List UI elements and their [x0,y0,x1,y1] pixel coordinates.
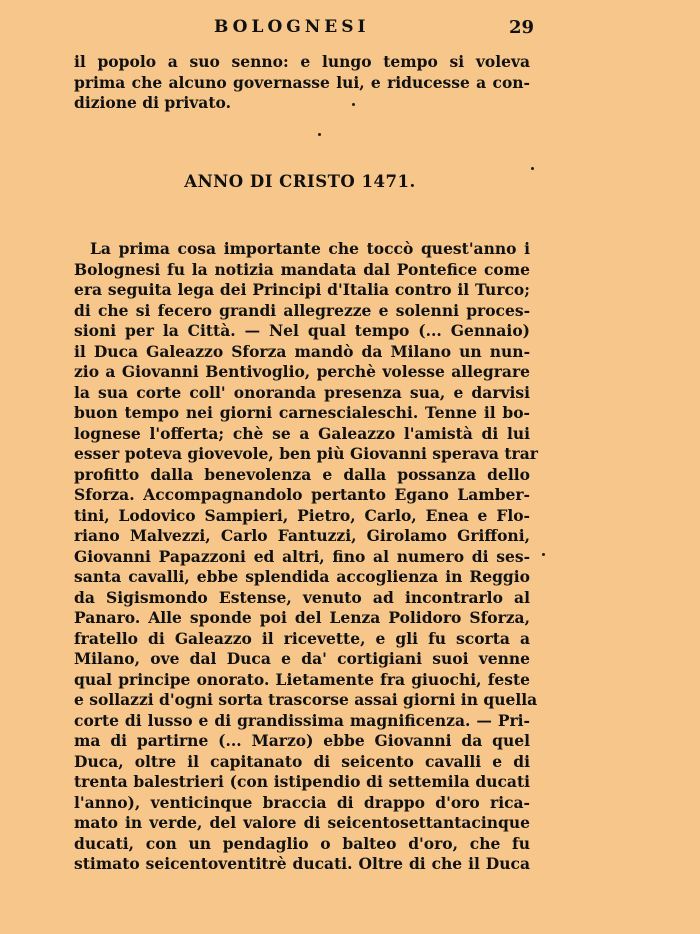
text-line: corte di lusso e di grandissima magnificenza. — Pri- [74,710,530,730]
text-line: di che si fecero grandi allegrezze e solenni proces- [74,300,530,320]
text-line: santa cavalli, ebbe splendida accoglienza in Reggio [74,567,530,586]
main-paragraph [74,239,538,875]
text-line: buon tempo nei giorni carnescialeschi. Tenne il bo- [74,403,530,422]
text-line: ducati, con un pendaglio o balteo d'oro, che fu [74,833,530,853]
text-line: stimato seicentoventitrè ducati. Oltre di che il Duca [74,854,530,873]
text-line: fratello di Galeazzo il ricevette, e gli fu scorta a [74,628,530,648]
text-line: Sforza. Accompagnandolo pertanto Egano Lamber- [74,485,530,504]
text-line: lognese l'offerta; chè se a Galeazzo l'amistà di lui [74,423,530,443]
running-head [72,17,534,41]
text-line: il Duca Galeazzo Sforza mandò da Milano un nun- [74,341,530,361]
scan-speck [318,133,321,136]
text-line: da Sigismondo Estense, venuto ad incontrarlo al [74,587,530,607]
text-line: prima che alcuno governasse lui, e riducesse a con- [74,72,530,92]
text-line: zio a Giovanni Bentivoglio, perchè volesse allegrare [74,362,530,381]
continued-paragraph [74,52,530,114]
text-line: l'anno), venticinque braccia di drappo d'oro rica- [74,792,530,812]
text-line: mato in verde, del valore di seicentosettantacinque [74,813,530,832]
scan-speck [352,103,355,106]
text-line: Bolognesi fu la notizia mandata dal Pontefice come [74,259,530,279]
text-line: e sollazzi d'ogni sorta trascorse assai giorni in quella [74,690,538,709]
section-heading: ANNO DI CRISTO 1471. [184,172,416,191]
text-line: tini, Lodovico Sampieri, Pietro, Carlo, Enea e Flo- [74,505,530,525]
text-line: Milano, ove dal Duca e da' cortigiani suoi venne [74,649,530,668]
text-line: riano Malvezzi, Carlo Fantuzzi, Girolamo Griffoni, [74,526,530,545]
text-line: la sua corte coll' onoranda presenza sua, e darvisi [74,382,530,402]
text-line: profitto dalla benevolenza e dalla possanza dello [74,464,530,484]
running-title: BOLOGNESI [214,17,370,37]
text-line: esser poteva giovevole, ben più Giovanni sperava trar [74,444,538,463]
text-line: il popolo a suo senno: e lungo tempo si voleva [74,52,530,71]
text-line: era seguita lega dei Principi d'Italia contro il Turco; [74,280,530,299]
text-line: Giovanni Papazzoni ed altri, fino al numero di ses- [74,546,530,566]
text-line: trenta balestrieri (con istipendio di settemila ducati [74,772,530,791]
text-line: La prima cosa importante che toccò quest'anno i [90,239,530,258]
scan-speck [542,553,545,556]
text-line: sioni per la Città. — Nel qual tempo (... Gennaio) [74,321,530,340]
text-line: Panaro. Alle sponde poi del Lenza Polidoro Sforza, [74,608,530,627]
scan-speck [531,167,534,170]
text-line: qual principe onorato. Lietamente fra giuochi, feste [74,669,530,689]
text-line: dizione di privato. [74,93,231,112]
text-line: Duca, oltre il capitanato di seicento cavalli e di [74,751,530,771]
page-number: 29 [508,17,534,38]
text-line: ma di partirne (... Marzo) ebbe Giovanni da quel [74,731,530,750]
